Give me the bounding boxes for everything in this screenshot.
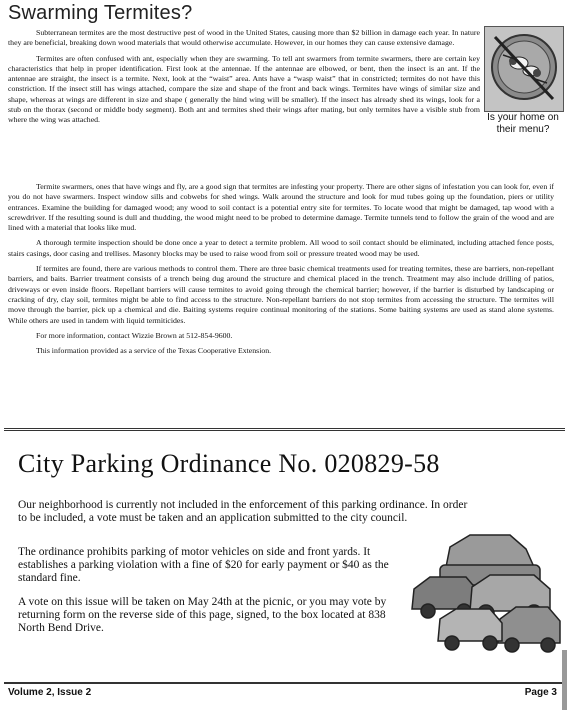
image-caption: Is your home on their menu? [487,112,559,135]
parking-paragraph: A vote on this issue will be taken on May 24th at the picnic, or you may vote by returning form on the reverse side of this page, signed, to the box located at 838 North Bend Drive. [18,595,387,635]
termites-contact: For more information, contact Wizzie Brown at 512-854-9600. [36,330,233,340]
parking-body [18,546,410,645]
termites-paragraph: A thorough termite inspection should be done once a year to detect a termite problem. All wood to soil contact should be eliminated, including attached fence posts, stairs casings, door casing and trellises. Masonry blocks may be used to raise wood from soil or pressure treated wood may be used. [8,238,554,258]
section-divider [4,428,565,431]
footer-rule [4,682,565,684]
termites-paragraph: Subterranean termites are the most destructive pest of wood in the United States, causing more than $2 billion in damage each year. In nature they are beneficial, breaking down wood materials that would otherwise accumulate. However, in our homes they can cause extensive damage. [8,28,480,48]
termites-body-bottom [8,182,554,361]
parking-intro [18,499,478,535]
termites-paragraph: Termites are often confused with ant, especially when they are swarming. To tell ant swarmers from termite swarmers, there are certain key characteristics that help in proper identification. First look at the antennae. If the antennae are elbowed, or bent, then the insect is an ant. If the antennae are straight, the insect is a termite. Next, look at the “waist” area. Ants have a “wasp waist” that in constricted; termites do not have this constriction. If the insect still has wings attached, compare the size and shape of the front and back wings. Termites have wings of similar size and shape, whereas at wings are different in size and shape ( generally the hind wing will be smaller). If the insect has already shed its wings, look for a stub on the thorax (second or middle body segment). Both ant and termites shed their wings after mating, but only termites have a visible stub from where the wing was attached. [8,53,480,125]
issue-label: Volume 2, Issue 2 [8,687,92,698]
parking-title: City Parking Ordinance No. 020829-58 [18,449,440,478]
binder-edge [562,650,567,710]
termites-paragraph: Termite swarmers, ones that have wings and fly, are a good sign that termites are infesting your property. There are other signs of infestation you can look for, even if you do not have swarmers. Inspect window sills and cobwebs for shed wings. Walk around the structure and look for mud tubes going up the foundation, piers or utility entrances. Examine the building for damaged wood; any wood to soil contact is a potential entry site for termites. To locate wood that might be damaged, tap wood with a screwdriver. If the resulting sound is dull and thudding, the wood might need to be probed to determine damage. Termite tunnels tend to follow the grain of the wood and are lined with a material that looks like mud. [8,182,554,233]
cars-illustration [410,527,562,655]
parking-paragraph: Our neighborhood is currently not included in the enforcement of this parking ordinance. In order to be included, a vote must be taken and an application submitted to the city council. [18,499,468,525]
page-number: Page 3 [524,687,557,698]
termite-illustration [484,26,564,112]
parking-paragraph: The ordinance prohibits parking of motor vehicles on side and front yards. It establishes a parking violation with a fine of $20 for early payment or $40 as the standard fine. [18,546,389,585]
termites-body-top [8,28,480,131]
termites-credit: This information provided as a service of the Texas Cooperative Extension. [36,346,272,356]
termites-title: Swarming Termites? [8,2,193,24]
termites-paragraph: If termites are found, there are various methods to control them. There are three basic chemical treatments used for treating termites, these are barriers, non-repellant barriers, and baits. Barrier treatment consists of a trench being dug around the structure and chemical placed in the trench. Treatment may also include drilling of patios, driveways or even inside floors. Repellant barriers will cause termites to avoid going through the chemical barrier; however, if the barrier is disturbed by landscaping or cracking of dry, clay soil, termites might be able to find access to the structure. Non-repellant barriers do not stop termites from accessing the structure. The termites will move through the barrier, pick up a chemical and die. Baiting systems require continual monitoring of the stations. Some baiting systems are used as stand alone systems. While others are used in tandem with liquid termiticides. [8,264,554,325]
